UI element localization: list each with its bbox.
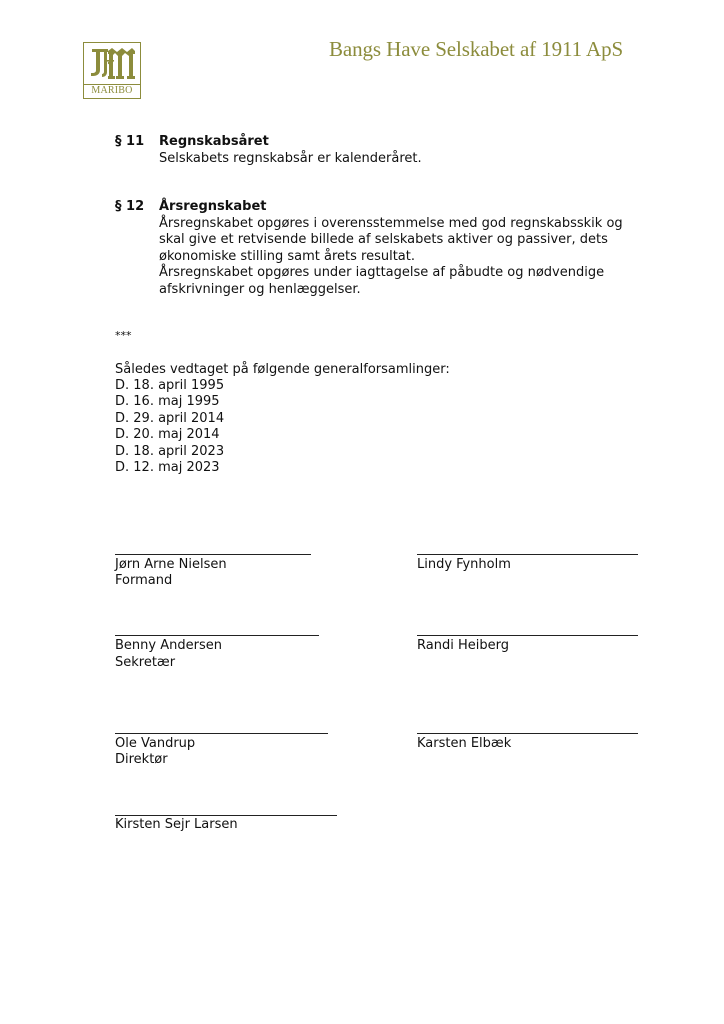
signature-line <box>115 554 311 555</box>
signatory-name: Kirsten Sejr Larsen <box>115 817 238 832</box>
signatory-role: Sekretær <box>115 655 176 670</box>
signature-line <box>115 815 337 816</box>
section-12-line: skal give et retvisende billede af selskabets aktiver og passiver, dets <box>159 232 608 248</box>
signatory-name: Benny Andersen <box>115 638 222 653</box>
section-12-title: Årsregnskabet <box>159 199 267 214</box>
section-11-line: Selskabets regnskabsår er kalenderåret. <box>159 151 422 166</box>
signatory-name: Ole Vandrup <box>115 736 196 751</box>
section-12-number: § 12 <box>115 199 145 214</box>
signature-line <box>417 635 638 636</box>
jm-monogram-icon <box>84 43 140 87</box>
section-12-line: økonomiske stilling samt årets resultat. <box>159 248 415 264</box>
signatory-name: Jørn Arne Nielsen <box>115 557 227 572</box>
adoption-dates-list <box>115 378 224 476</box>
signature-line <box>417 554 638 555</box>
signature-line <box>115 733 328 734</box>
maribo-logo <box>83 42 141 99</box>
section-11-body <box>159 151 422 167</box>
logo-text: MARIBO <box>84 84 140 97</box>
signatory-name: Lindy Fynholm <box>417 557 511 572</box>
section-12-line: afskrivninger og henlæggelser. <box>159 281 361 297</box>
signatory-name: Karsten Elbæk <box>417 736 512 751</box>
section-12-line: Årsregnskabet opgøres under iagttagelse af påbudte og nødvendige <box>159 265 605 281</box>
section-12-line: Årsregnskabet opgøres i overensstemmelse med god regnskabsskik og <box>159 216 623 231</box>
signature-line <box>115 635 319 636</box>
signatory-name: Randi Heiberg <box>417 638 509 653</box>
signature-line <box>417 733 638 734</box>
section-12-body <box>159 216 623 298</box>
section-11-number: § 11 <box>115 134 145 149</box>
adoption-date: D. 20. maj 2014 <box>115 427 220 443</box>
adoption-date: D. 18. april 2023 <box>115 443 225 459</box>
company-name: Bangs Have Selskabet af 1911 ApS <box>329 37 624 61</box>
adoption-date: D. 29. april 2014 <box>115 410 225 426</box>
adoption-date: D. 12. maj 2023 <box>115 460 220 476</box>
section-11-title: Regnskabsåret <box>159 134 269 149</box>
signatory-role: Formand <box>115 573 173 588</box>
separator: *** <box>115 329 132 342</box>
adoption-date: D. 18. april 1995 <box>115 378 225 393</box>
adoption-intro: Således vedtaget på følgende generalforsamlinger: <box>115 362 450 377</box>
signatory-role: Direktør <box>115 752 168 767</box>
adoption-date: D. 16. maj 1995 <box>115 394 220 410</box>
